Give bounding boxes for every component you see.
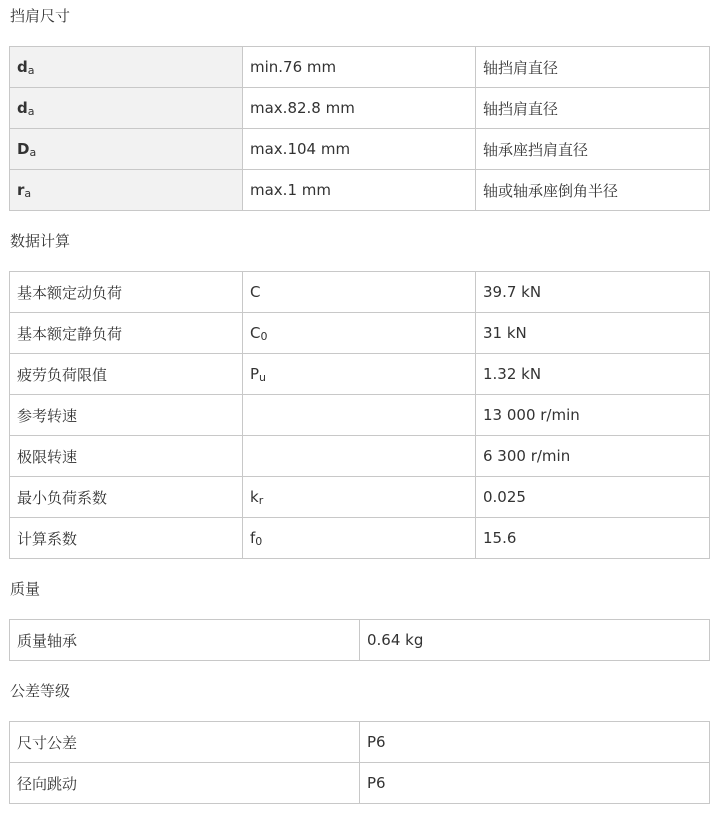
mass-table (9, 619, 710, 661)
value-cell: 0.025 (476, 477, 710, 518)
parameter-name-cell: 参考转速 (10, 395, 243, 436)
value-cell: max.82.8 mm (243, 88, 476, 129)
symbol-cell: $D_a$ (10, 129, 243, 170)
description-cell: 轴或轴承座倒角半径 (476, 170, 710, 211)
symbol-cell: $P_u$ (243, 354, 476, 395)
section-title-tolerance: 公差等级 (10, 682, 71, 700)
symbol-cell: $d_a$ (10, 88, 243, 129)
tolerance-table (9, 721, 710, 804)
table-row (10, 354, 710, 395)
value-cell: 39.7 kN (476, 272, 710, 313)
table-row (10, 763, 710, 804)
symbol-cell: $r_a$ (10, 170, 243, 211)
symbol-cell: $k_r$ (243, 477, 476, 518)
table-row (10, 47, 710, 88)
calculation-table (9, 271, 710, 559)
section-title-calculation: 数据计算 (10, 232, 71, 250)
value-cell: max.1 mm (243, 170, 476, 211)
value-cell: P6 (360, 763, 710, 804)
parameter-name-cell: 疲劳负荷限值 (10, 354, 243, 395)
parameter-name-cell: 计算系数 (10, 518, 243, 559)
symbol-cell: $f_0$ (243, 518, 476, 559)
table-row (10, 620, 710, 661)
table-row (10, 170, 710, 211)
value-cell: P6 (360, 722, 710, 763)
table-row (10, 395, 710, 436)
value-cell: 13 000 r/min (476, 395, 710, 436)
symbol-cell (243, 395, 476, 436)
parameter-name-cell: 尺寸公差 (10, 722, 360, 763)
symbol-cell (243, 436, 476, 477)
table-row (10, 518, 710, 559)
description-cell: 轴承座挡肩直径 (476, 129, 710, 170)
parameter-name-cell: 基本额定静负荷 (10, 313, 243, 354)
table-row (10, 313, 710, 354)
table-row (10, 129, 710, 170)
table-row (10, 272, 710, 313)
parameter-name-cell: 质量轴承 (10, 620, 360, 661)
table-row (10, 88, 710, 129)
section-title-abutment: 挡肩尺寸 (10, 7, 71, 25)
value-cell: 31 kN (476, 313, 710, 354)
value-cell: 6 300 r/min (476, 436, 710, 477)
value-cell: 15.6 (476, 518, 710, 559)
table-row (10, 722, 710, 763)
description-cell: 轴挡肩直径 (476, 47, 710, 88)
value-cell: 0.64 kg (360, 620, 710, 661)
parameter-name-cell: 极限转速 (10, 436, 243, 477)
value-cell: min.76 mm (243, 47, 476, 88)
parameter-name-cell: 基本额定动负荷 (10, 272, 243, 313)
parameter-name-cell: 最小负荷系数 (10, 477, 243, 518)
table-row (10, 477, 710, 518)
value-cell: 1.32 kN (476, 354, 710, 395)
table-row (10, 436, 710, 477)
description-cell: 轴挡肩直径 (476, 88, 710, 129)
symbol-cell: $C_0$ (243, 313, 476, 354)
symbol-cell: C (243, 272, 476, 313)
symbol-cell: $d_a$ (10, 47, 243, 88)
section-title-mass: 质量 (10, 580, 41, 598)
abutment-table (9, 46, 710, 211)
value-cell: max.104 mm (243, 129, 476, 170)
parameter-name-cell: 径向跳动 (10, 763, 360, 804)
